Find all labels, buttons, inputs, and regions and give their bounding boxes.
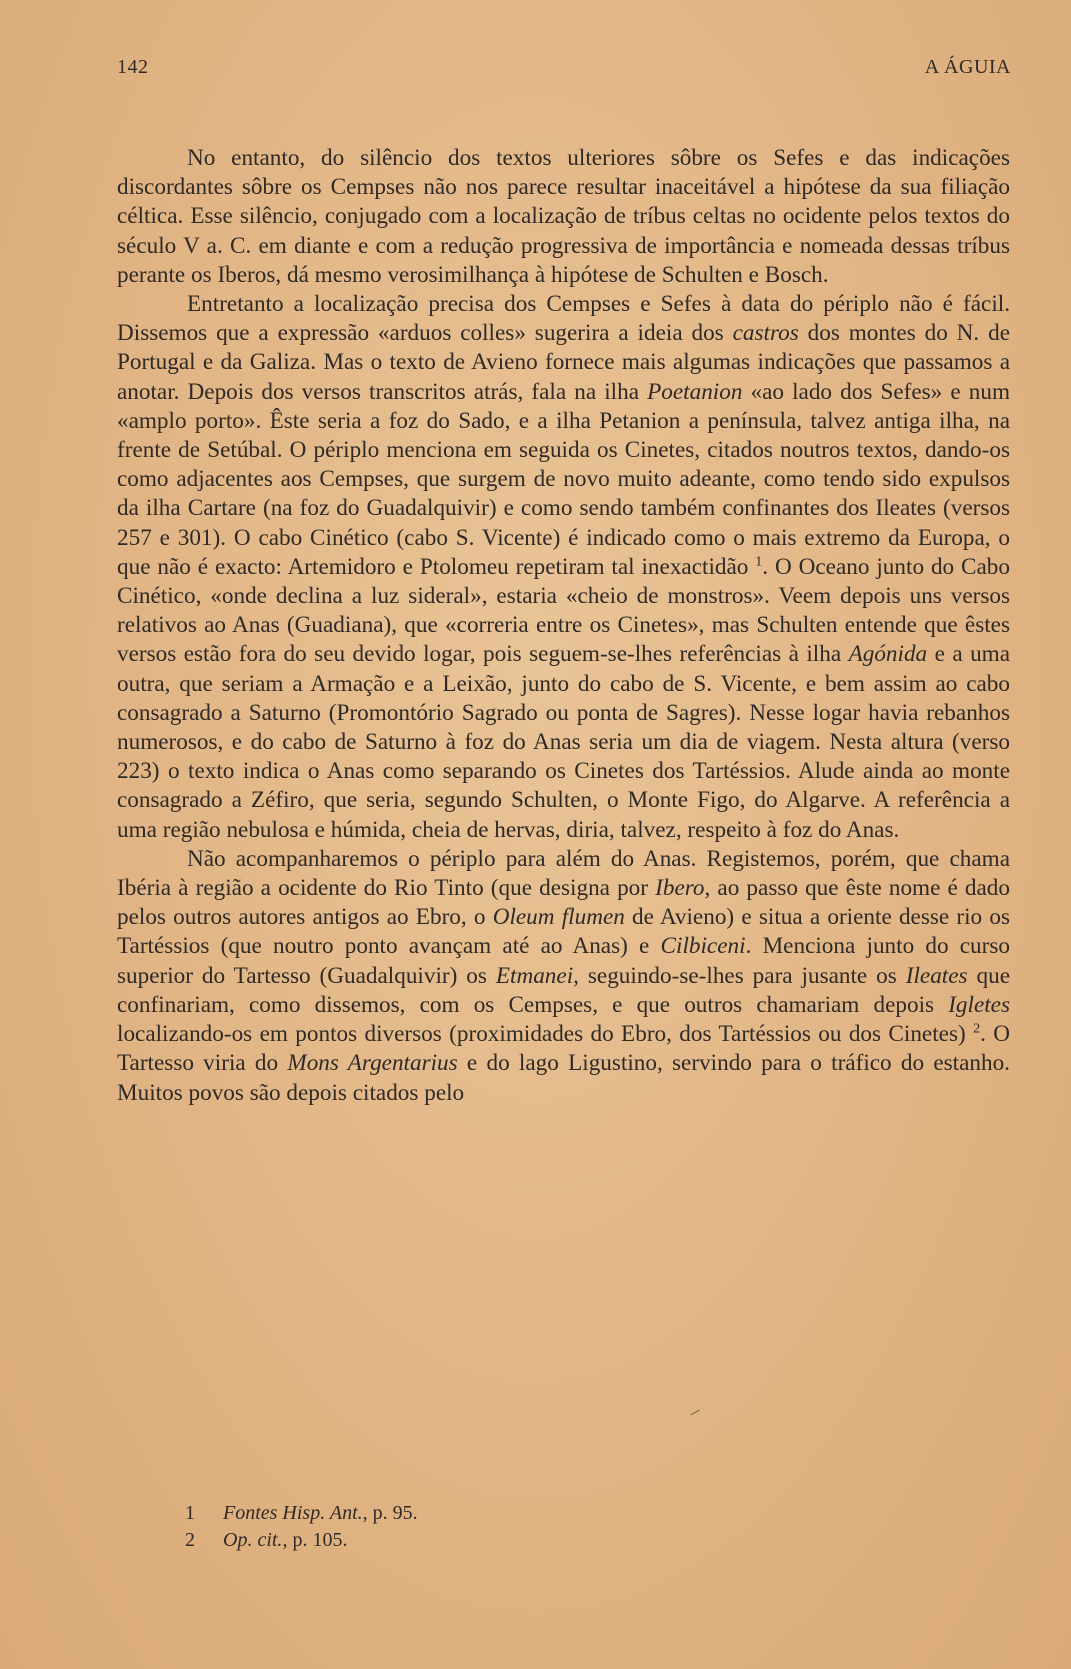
text-run: . O Oceano junto do Cabo Cinético, «onde declina a luz sideral», estaria «cheio de monstros». Veem depois uns versos relativos ao Anas (Guadiana), que «correria entre os Cinetes», mas Schulten entende que êstes versos estão fora do seu devido logar, pois seguem-se-lhes referências à ilha [117, 553, 1010, 668]
footnote-ref: 2 [973, 1021, 981, 1037]
italic-text: Agónida [848, 641, 928, 668]
text-run: e do lago Ligustino, servindo para o tráfico do estanho. Muitos povos são depois citados pelo [117, 1050, 1010, 1106]
italic-text: Ileates [905, 962, 968, 989]
running-title: A ÁGUIA [924, 56, 1011, 78]
paragraph [117, 290, 1010, 845]
footnote-separator [690, 1410, 699, 1416]
footnote-number: 2 [185, 1529, 195, 1551]
footnotes [185, 1500, 885, 1554]
text-run: . Menciona junto do curso superior do Tartesso (Guadalquivir) os [117, 933, 1010, 989]
footnote-text [223, 1527, 347, 1554]
text-run: , seguindo-se-lhes para jusante os [573, 962, 906, 989]
text-run: dos montes do N. de Portugal e da Galiza. Mas o texto de Avieno fornece mais algumas indicações que passamos a anotar. Depois dos versos transcritos atrás, fala na ilha [117, 320, 1011, 405]
paragraph [117, 845, 1010, 1108]
text-run: de Avieno) e situa a oriente desse rio os Tartéssios (que noutro ponto avançam até ao Anas) e [117, 904, 1010, 960]
italic-text: Op. cit. [223, 1529, 283, 1551]
footnote-number: 1 [185, 1502, 195, 1524]
text-run: que confinariam, como dissemos, com os Cempses, e que outros chamariam depois [117, 962, 1010, 1018]
footnote-ref: 1 [755, 554, 763, 570]
text-run: , ao passo que êste nome é dado pelos outros autores antigos ao Ebro, o [117, 875, 1010, 931]
text-run: , p. 105. [282, 1529, 348, 1551]
footnote [185, 1500, 885, 1527]
italic-text: Ibero [655, 875, 705, 902]
italic-text: castros [732, 320, 799, 347]
italic-text: Igletes [948, 991, 1010, 1018]
text-run: e a uma outra, que seriam a Armação e a Leixão, junto do cabo de S. Vicente, e bem assim ao cabo consagrado a Saturno (Promontório Sagrado ou ponta de Sagres). Nesse logar havia rebanhos numerosos, e do cabo de Saturno à foz do Anas seria um dia de viagem. Nesta altura (verso 223) o texto indica o Anas como separando os Cinetes dos Tartéssios. Alude ainda ao monte consagrado a Zéfiro, que seria, segundo Schulten, o Monte Figo, do Algarve. A referência a uma região nebulosa e húmida, cheia de hervas, diria, talvez, respeito à foz do Anas. [117, 641, 1010, 843]
text-run: «ao lado dos Sefes» e num «amplo porto». Êste seria a foz do Sado, e a ilha Petanion a península, talvez antiga ilha, na frente de Setúbal. O périplo menciona em seguida os Cinetes, citados noutros textos, dando-os como adjacentes aos Cempses, que surgem de novo muito adeante, como tendo sido expulsos da ilha Cartare (na foz do Guadalquivir) e como sendo também confinantes dos Ileates (versos 257 e 301). O cabo Cinético (cabo S. Vicente) é indicado como o mais extremo da Europa, o que não é exacto: Artemidoro e Ptolomeu repetiram tal inexactidão [117, 378, 1010, 580]
italic-text: Cilbiceni [660, 933, 746, 960]
italic-text: Fontes Hisp. Ant. [223, 1502, 363, 1524]
italic-text: Oleum flumen [492, 904, 625, 931]
italic-text: Poetanion [647, 378, 743, 405]
text-run: , p. 95. [362, 1502, 418, 1524]
text-run: Não acompanharemos o périplo para além do Anas. Registemos, porém, que chama Ibéria à região a ocidente do Rio Tinto (que designa por [117, 845, 1010, 902]
text-run: . O Tartesso viria do [117, 1021, 1010, 1077]
body-text [117, 144, 1010, 1108]
page-header [117, 50, 1011, 86]
paragraph [117, 144, 1010, 290]
text-run: localizando-os em pontos diversos (proximidades do Ebro, dos Tartéssios ou dos Cinetes) [117, 1021, 974, 1048]
footnote-text [223, 1500, 418, 1527]
italic-text: Etmanei [495, 962, 574, 989]
page-number: 142 [117, 56, 149, 78]
text-run: No entanto, do silêncio dos textos ulteriores sôbre os Sefes e das indicações discordantes sôbre os Cempses não nos parece resultar inaceitável a hipótese da sua filiação céltica. Esse silêncio, conjugado com a localização de tríbus celtas no ocidente pelos textos do século V a. C. em diante e com a redução progressiva de importância e nomeada dessas tríbus perante os Iberos, dá mesmo verosimilhança à hipótese de Schulten e Bosch. [117, 145, 1010, 288]
text-run: Entretanto a localização precisa dos Cempses e Sefes à data do périplo não é fácil. Dissemos que a expressão «arduos colles» sugerira a ideia dos [117, 291, 1010, 347]
footnote [185, 1527, 885, 1554]
italic-text: Mons Argentarius [287, 1050, 458, 1077]
